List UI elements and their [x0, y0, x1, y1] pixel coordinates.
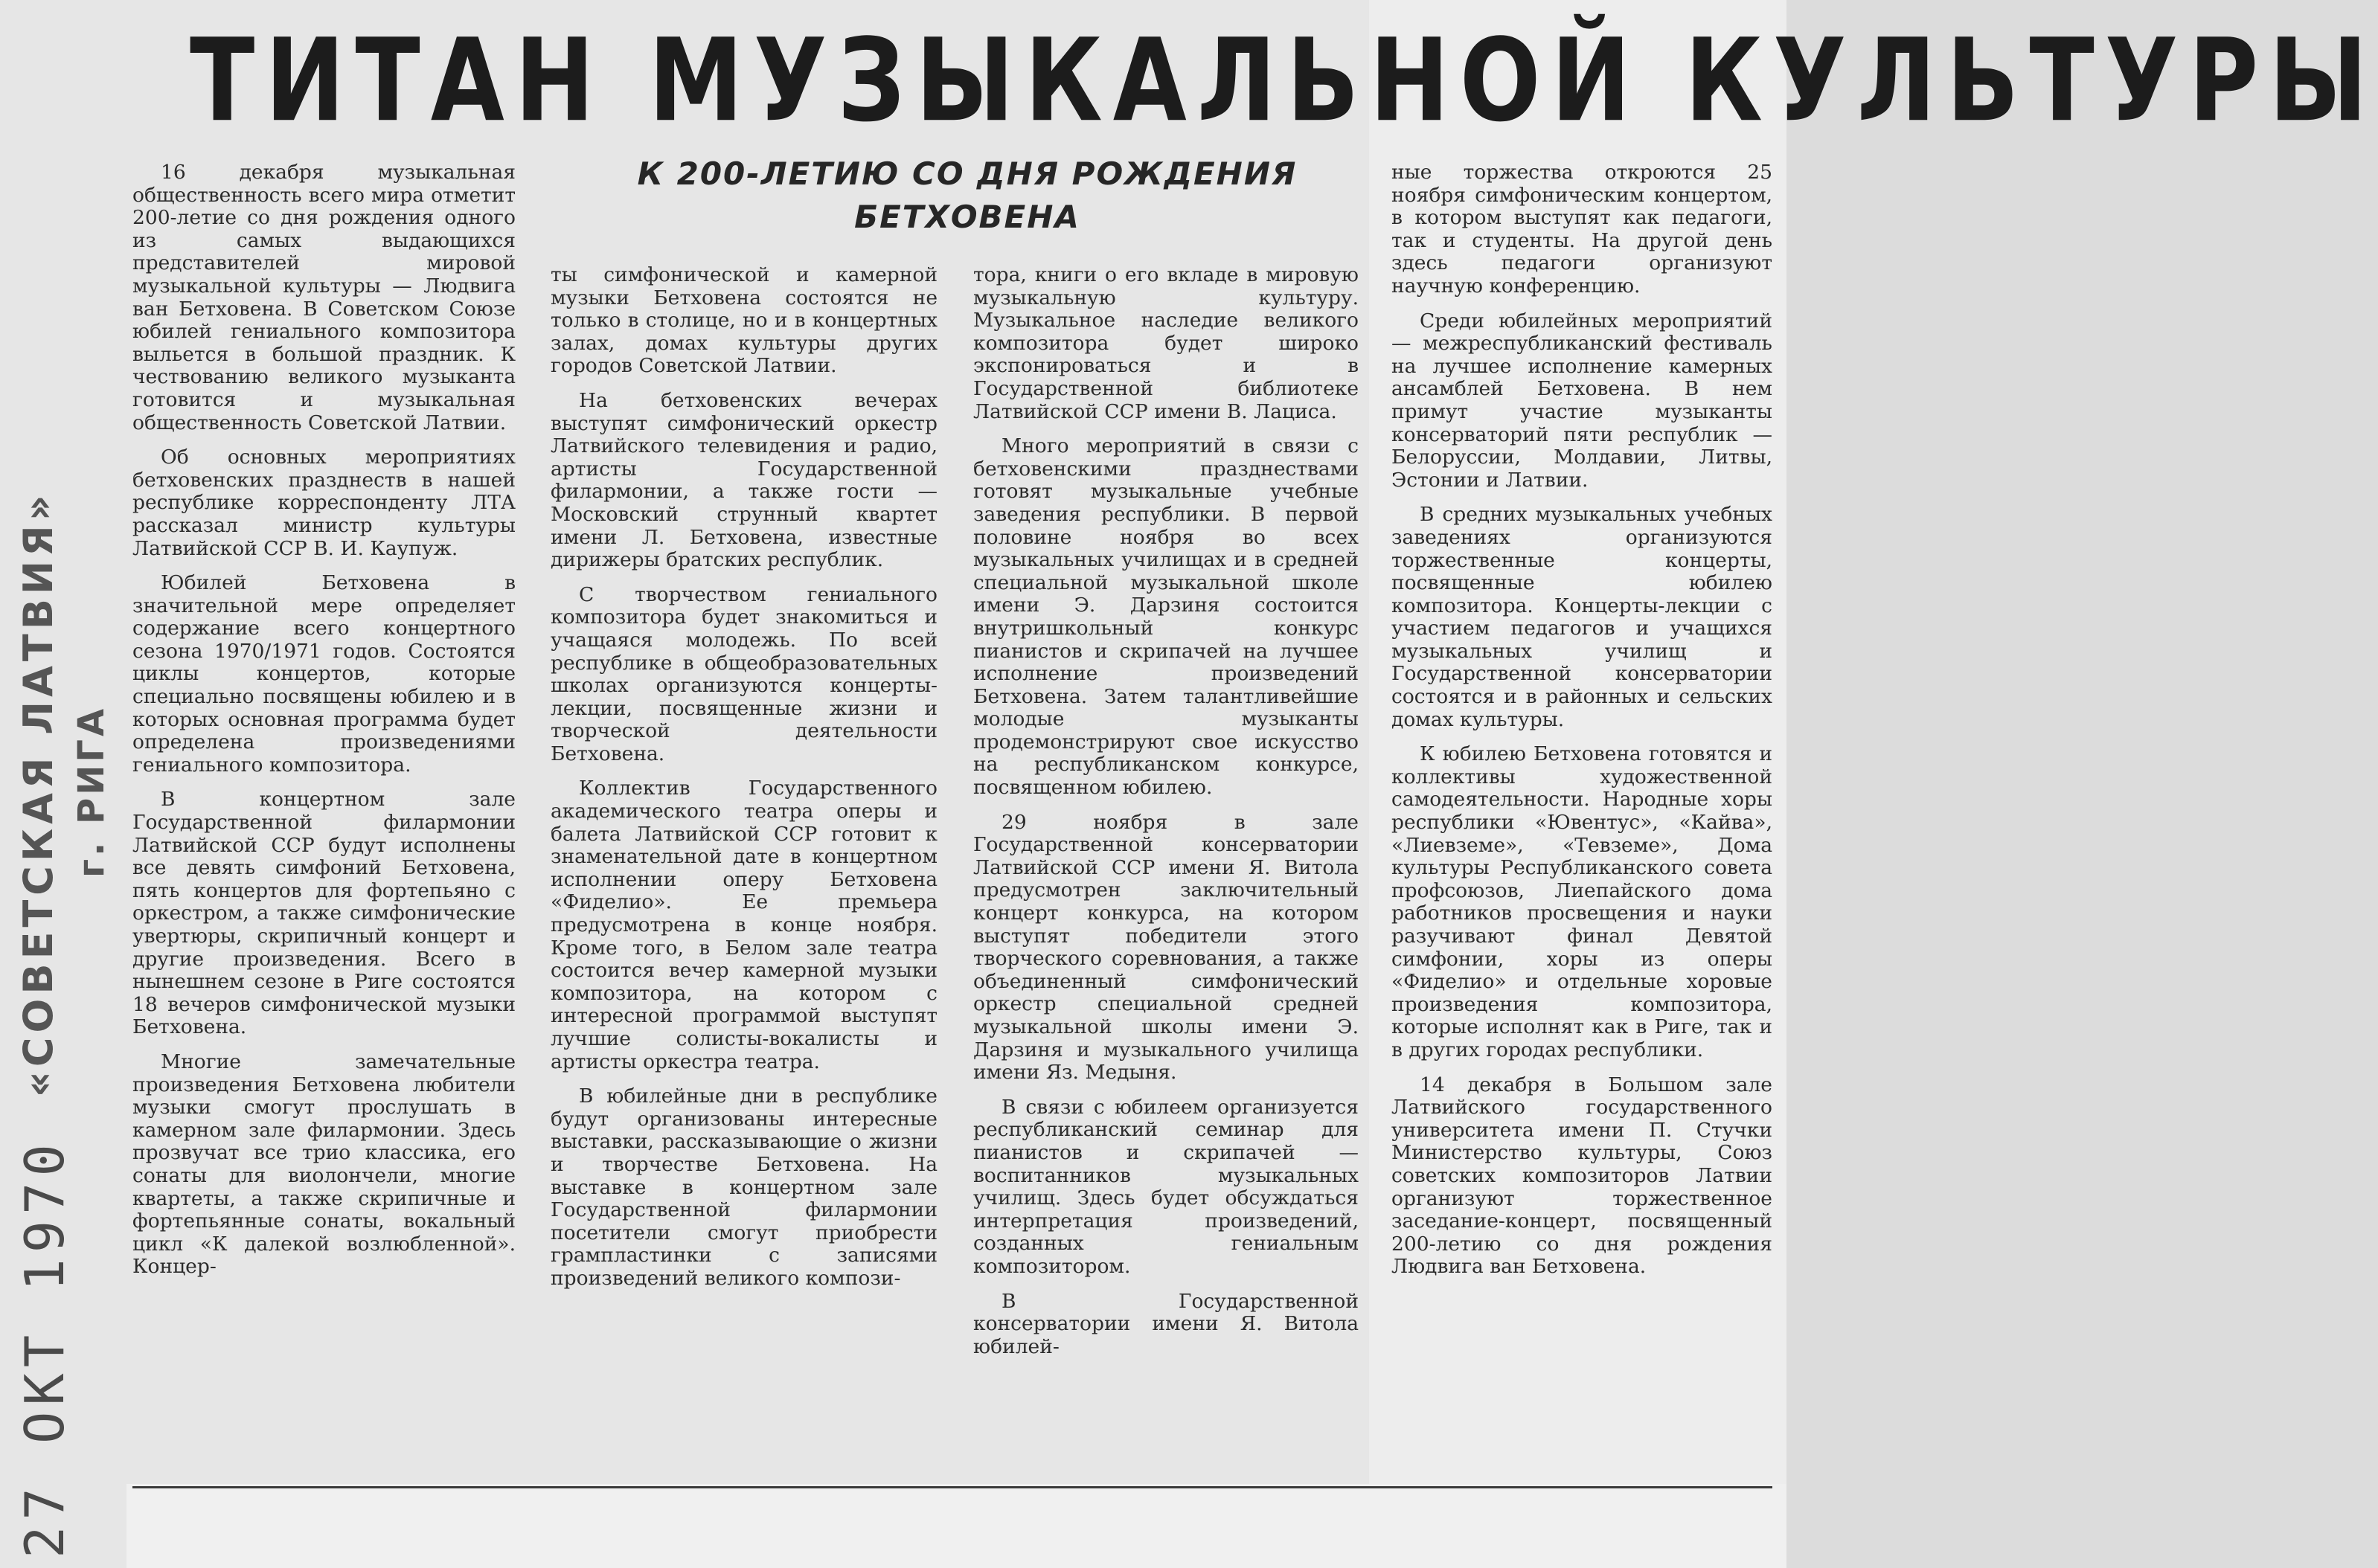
article-column-4 [1391, 161, 1772, 1291]
paragraph: В средних музыкальных учебных заведениях организуются торжественные концерты, посвященные юбилею композитора. Концерты-лекции с участием педагогов и учащихся музыкальных училищ и Государственной консерватории состоятся и в районных и сельских домах культуры. [1391, 503, 1772, 731]
paragraph: Об основных мероприятиях бетховенских празднеств в нашей республике корреспонденту ЛТА рассказал министр культуры Латвийской ССР В. И. Каупуж. [132, 446, 516, 560]
paragraph: Среди юбилейных мероприятий — межреспубликанский фестиваль на лучшее исполнение камерных ансамблей Бетховена. В нем примут участие музыканты консерваторий пяти республик — Белоруссии, Молдавии, Литвы, Эстонии и Латвии. [1391, 309, 1772, 492]
paragraph: ты симфонической и камерной музыки Бетховена состоятся не только в столице, но и в концертных залах, домах культуры других городов Советской Латвии. [551, 263, 938, 378]
paragraph: тора, книги о его вкладе в мировую музыкальную культуру. Музыкальное наследие великого композитора будет широко экспонироваться и в Государственной библиотеке Латвийской ССР имени В. Лациса. [973, 263, 1359, 423]
paragraph: В связи с юбилеем организуется республиканский семинар для пианистов и скрипачей — воспитанников музыкальных училищ. Здесь будет обсуждаться интерпретация произведений, созданных гениальным композитором. [973, 1095, 1359, 1278]
paragraph: Юбилей Бетховена в значительной мере определяет содержание всего концертного сезона 1970/1971 годов. Состоятся циклы концертов, которые специально посвящены юбилею и в которых основная программа будет определена произведениями гениального композитора. [132, 571, 516, 777]
paper-background-strip [126, 1484, 1786, 1568]
stamp-newspaper-name: «СОВЕТСКАЯ ЛАТВИЯ» [15, 490, 62, 1097]
paragraph: К юбилею Бетховена готовятся и коллективы художественной самодеятельности. Народные хоры республики «Ювентус», «Кайва», «Лиевземе», «Тевземе», Дома культуры Республиканского совета профсоюзов, Лиепайского дома работников просвещения и науки разучивают финал Девятой симфонии, хоры из оперы «Фиделио» и отдельные хоровые произведения композитора, которые исполнят как в Риге, так и в других городах республики. [1391, 742, 1772, 1061]
paragraph: С творчеством гениального композитора будет знакомиться и учащаяся молодежь. По всей республике в общеобразовательных школах организуются концерты-лекции, посвященные жизни и творческой деятельности Бетховена. [551, 582, 938, 765]
paragraph: ные торжества откроются 25 ноября симфоническим концертом, в котором выступят как педагоги, так и студенты. На другой день здесь педагоги организуют научную конференцию. [1391, 161, 1772, 298]
article-column-2 [551, 264, 938, 1302]
article-column-3 [973, 264, 1359, 1370]
bottom-rule [132, 1486, 1772, 1488]
paragraph: В юбилейные дни в республике будут организованы интересные выставки, рассказывающие о жизни и творчестве Бетховена. На выставке в концертном зале Государственной филармонии посетители смогут приобрести грампластинки с записями произведений великого компози- [551, 1085, 938, 1290]
paragraph: В концертном зале Государственной филармонии Латвийской ССР будут исполнены все девять симфоний Бетховена, пять концертов для фортепьяно с оркестром, а также симфонические увертюры, скрипичный концерт и другие произведения. Всего в нынешнем сезоне в Риге состоятся 18 вечеров симфонической музыки Бетховена. [132, 788, 516, 1039]
stamp-city: г. РИГА [71, 705, 112, 878]
paragraph: В Государственной консерватории имени Я. Витола юбилей- [973, 1289, 1359, 1358]
paragraph: 14 декабря в Большом зале Латвийского государственного университета имени П. Стучки Министерство культуры, Союз советских композиторов Латвии организуют торжественное заседание-концерт, посвященный 200-летию со дня рождения Людвига ван Бетховена. [1391, 1073, 1772, 1279]
headline: ТИТАН МУЗЫКАЛЬНОЙ КУЛЬТУРЫ [190, 14, 2378, 148]
article-column-1 [132, 161, 516, 1291]
paragraph: Многие замечательные произведения Бетховена любители музыки смогут прослушать в камерном зале филармонии. Здесь прозвучат все трио классика, его сонаты для виолончели, многие квартеты, а также скрипичные и фортепьянные сонаты, вокальный цикл «К далекой возлюбленной». Концер- [132, 1050, 516, 1279]
paragraph: Много мероприятий в связи с бетховенскими празднествами готовят музыкальные учебные заведения республики. В первой половине ноября во всех музыкальных училищах и в средней специальной музыкальной школе имени Э. Дарзиня состоится внутришкольный конкурс пианистов и скрипачей на лучшее исполнение произведений Бетховена. Затем талантливейшие молодые музыканты продемонстрируют свое искусство на республиканском конкурсе, посвященном юбилею. [973, 434, 1359, 800]
stamp-date: 27 ОКТ 1970 [13, 1138, 76, 1558]
paragraph: Коллектив Государственного академического театра оперы и балета Латвийской ССР готовит к знаменательной дате в концертном исполнении оперу Бетховена «Фиделио». Ее премьера предусмотрена в конце ноября. Кроме того, в Белом зале театра состоится вечер камерной музыки композитора, на котором с интересной программой выступят лучшие солисты-вокалисты и артисты оркестра театра. [551, 777, 938, 1073]
subheadline: К 200-ЛЕТИЮ СО ДНЯ РОЖДЕНИЯ БЕТХОВЕНА [637, 155, 1298, 235]
paragraph: На бетховенских вечерах выступят симфонический оркестр Латвийского телевидения и радио, артисты Государственной филармонии, а также гости — Московский струнный квартет имени Л. Бетховена, известные дирижеры братских республик. [551, 388, 938, 572]
paragraph: 16 декабря музыкальная общественность всего мира отметит 200-летие со дня рождения одного из самых выдающихся представителей мировой музыкальной культуры — Людвига ван Бетховена. В Советском Союзе юбилей гениального композитора выльется в большой праздник. К чествованию великого музыканта готовится и музыкальная общественность Советской Латвии. [132, 161, 516, 434]
paragraph: 29 ноября в зале Государственной консерватории Латвийской ССР имени Я. Витола предусмотрен заключительный концерт конкурса, на котором выступят победители этого творческого соревнования, а также объединенный симфонический оркестр специальной средней музыкальной школы имени Э. Дарзиня и музыкального училища имени Яз. Медыня. [973, 810, 1359, 1085]
